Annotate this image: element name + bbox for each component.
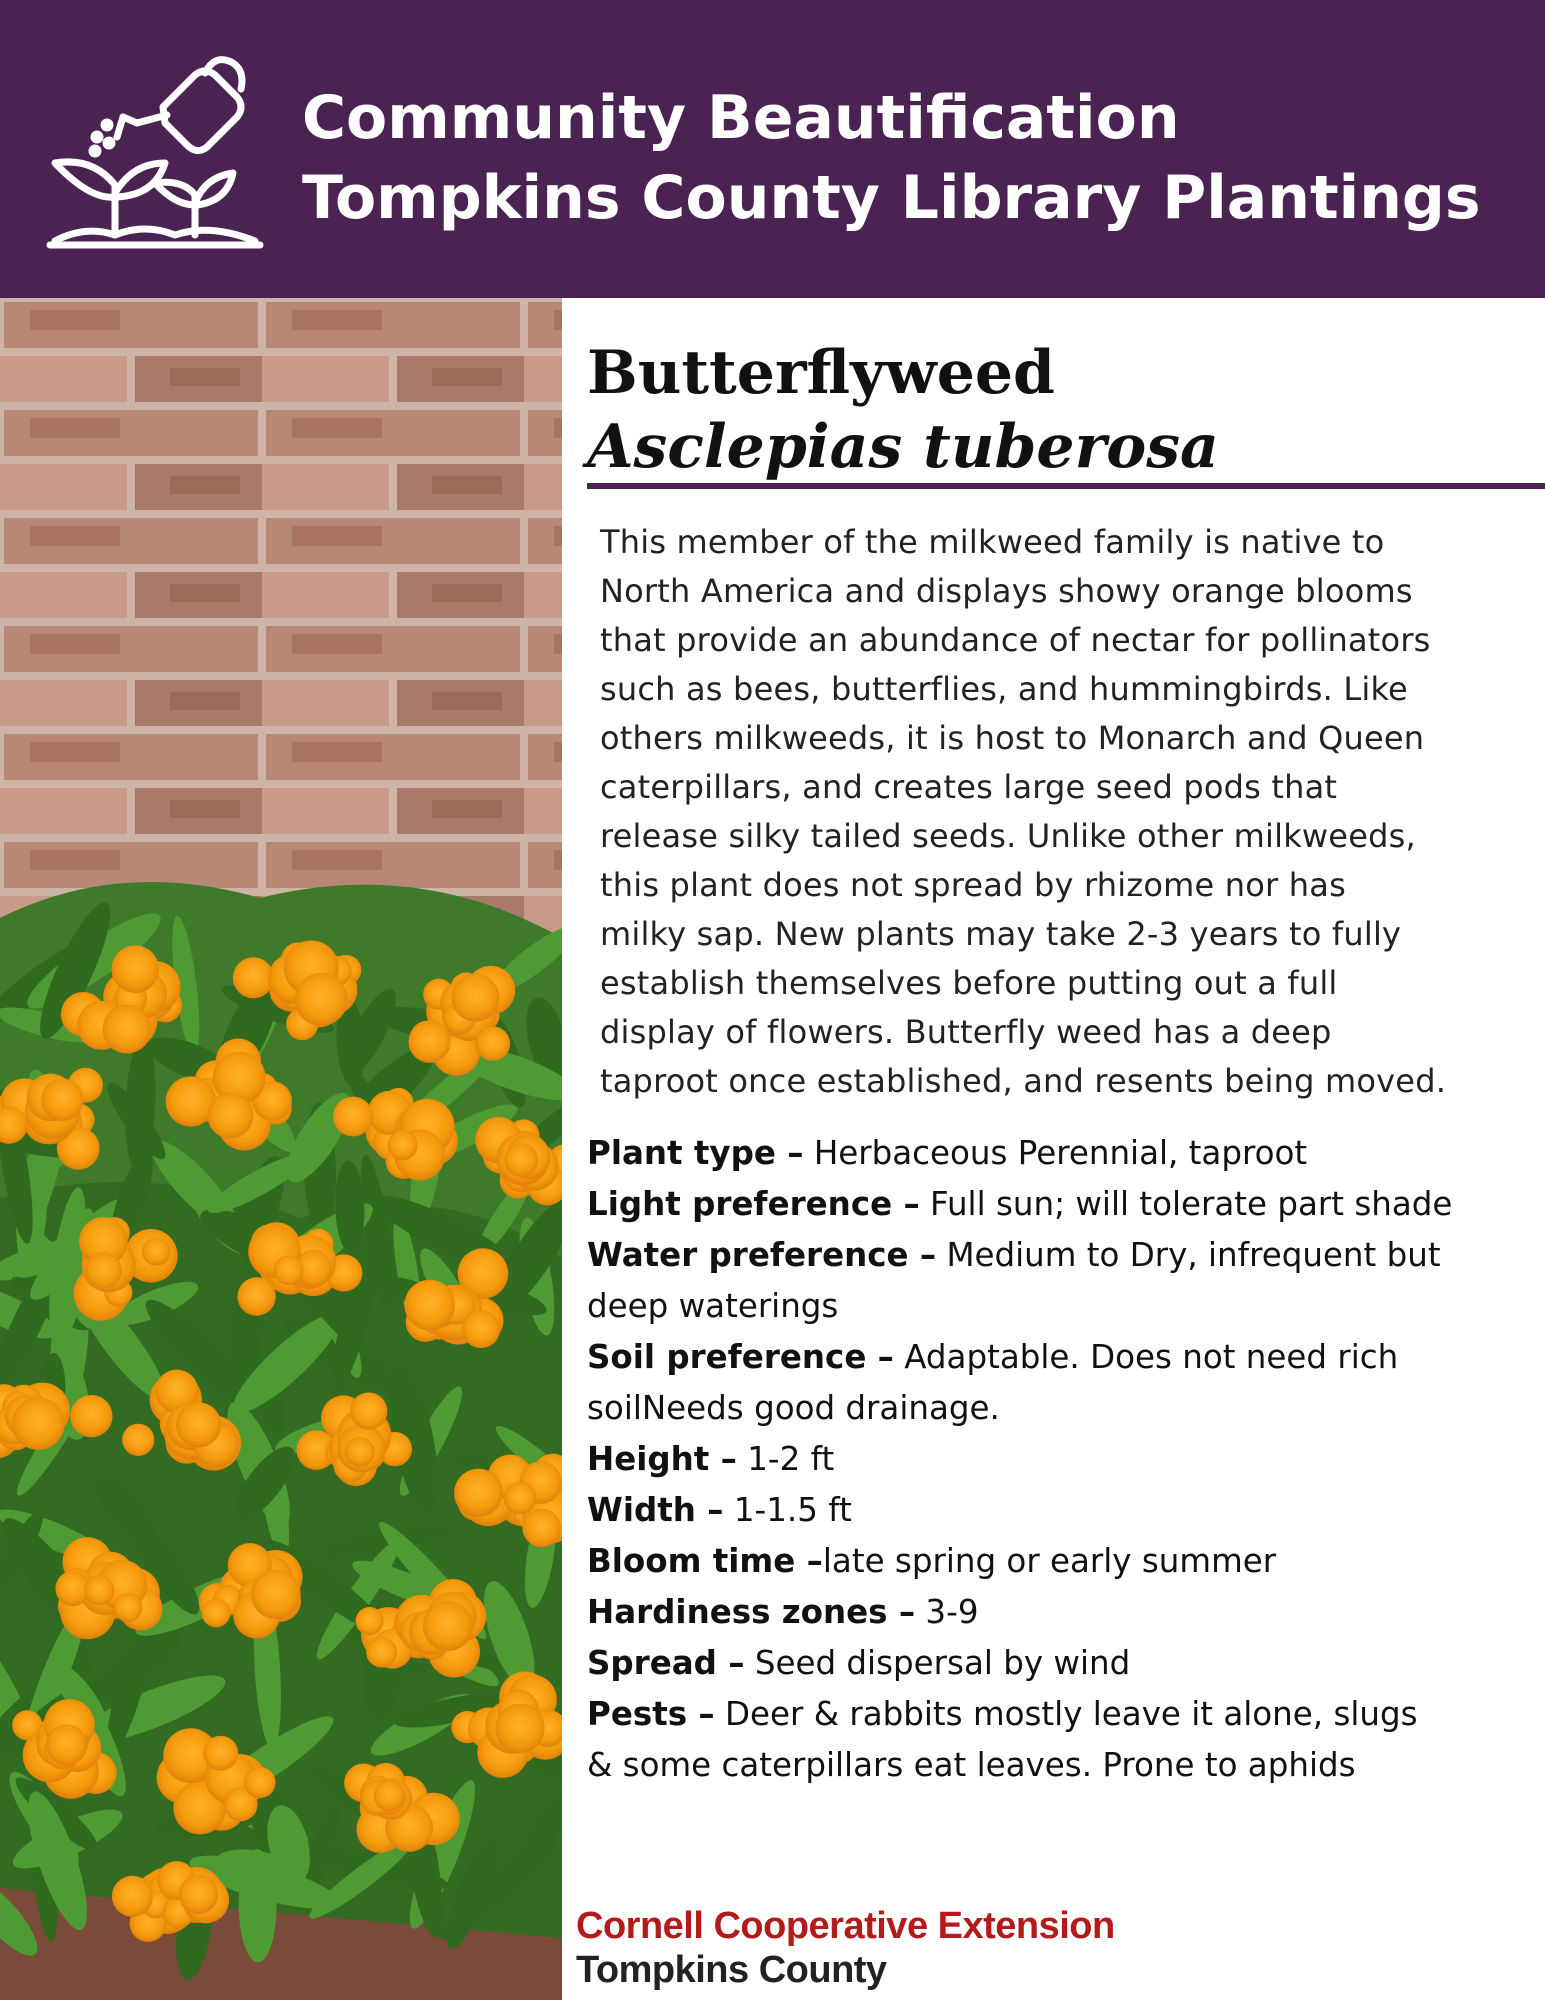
title-line-2: Tompkins County Library Plantings [302,163,1481,233]
flower-cluster [85,1252,121,1288]
flower-cluster [495,1704,544,1753]
fact-row [587,1485,1545,1536]
flower-cluster [12,1397,65,1450]
fact-label: Plant type – [587,1134,804,1172]
flower-cluster [207,1093,253,1139]
plant-info-panel [587,298,1545,2000]
fact-row [587,1434,1545,1485]
flower-cluster [237,1277,275,1315]
fact-label: Soil preference – [587,1338,894,1376]
flower-cluster [142,1238,170,1266]
flower-cluster [176,1402,221,1447]
flower-cluster [84,1575,114,1605]
fact-row [587,1230,1545,1281]
fact-value: Adaptable. Does not need rich [893,1338,1399,1376]
description-line: such as bees, butterflies, and hummingbirds. Like [600,670,1408,708]
header-banner [0,0,1545,298]
flower-cluster [409,1021,451,1063]
description-line: display of flowers. Butterfly weed has a deep [600,1013,1332,1051]
fact-value: Deer & rabbits mostly leave it alone, slugs [714,1695,1418,1733]
flower-cluster [452,974,500,1022]
flower-cluster [295,973,348,1026]
flower-cluster [388,1130,418,1160]
description-line: caterpillars, and creates large seed pods that [600,768,1338,806]
description-line: establish themselves before putting out a full [600,964,1338,1002]
flower-cluster [423,1601,473,1651]
flower-cluster [522,1509,560,1547]
flower-cluster [112,1876,153,1917]
fact-value: 1-1.5 ft [723,1491,852,1529]
flower-cluster [244,1767,275,1798]
flower-cluster [454,1469,502,1517]
fact-label: Pests – [587,1695,715,1733]
fact-value-continued: & some caterpillars eat leaves. Prone to aphids [587,1746,1356,1784]
fact-row [587,1179,1545,1230]
description-line: North America and displays showy orange blooms [600,572,1413,610]
fact-value: 1-2 ft [736,1440,835,1478]
plant-description [600,518,1545,1106]
footer-org-line-1: Cornell Cooperative Extension [576,1905,1115,1947]
fact-value: 3-9 [915,1593,979,1631]
fact-label: Spread – [587,1644,745,1682]
plant-facts-list [587,1128,1545,1791]
flower-cluster [113,1593,142,1622]
butterflyweed-photo [0,298,562,2000]
fact-value: Full sun; will tolerate part shade [919,1185,1453,1223]
heading-divider [587,483,1545,489]
fact-row [587,1638,1545,1689]
footer-org-line-2: Tompkins County [576,1949,887,1991]
flower-cluster [374,1780,405,1811]
description-line: This member of the milkweed family is native to [600,523,1385,561]
flower-cluster [462,1310,500,1348]
flower-cluster [233,957,274,998]
description-line: release silky tailed seeds. Unlike other milkweeds, [600,817,1416,855]
flower-cluster [345,1437,375,1467]
flower-cluster [356,1607,384,1635]
flower-cluster [504,1143,538,1177]
page-title [302,78,1481,238]
flower-cluster [179,1875,218,1914]
fact-label: Height – [587,1440,737,1478]
fact-value: Herbaceous Perennial, taproot [803,1134,1308,1172]
scientific-name-heading: Asclepias tuberosa [587,412,1219,482]
fact-row [587,1128,1545,1179]
flower-cluster [70,1395,112,1437]
flower-cluster [46,1724,87,1765]
fact-value-continued: soilNeeds good drainage. [587,1389,1000,1427]
fact-value: Seed dispersal by wind [744,1644,1131,1682]
fact-row [587,1689,1545,1740]
description-line: taproot once established, and resents being moved. [600,1062,1447,1100]
fact-value: Medium to Dry, infrequent but [936,1236,1441,1274]
common-name-heading: Butterflyweed [587,338,1055,408]
description-line: others milkweeds, it is host to Monarch and Queen [600,719,1425,757]
flower-cluster [475,1026,510,1061]
flower-cluster [103,1005,152,1054]
title-line-1: Community Beautification [302,83,1180,153]
fact-label: Bloom time – [587,1542,823,1580]
fact-label: Light preference – [587,1185,920,1223]
description-line: this plant does not spread by rhizome nor has [600,866,1346,904]
flower-cluster [404,1280,455,1331]
flower-cluster [274,1256,304,1286]
fact-value: late spring or early summer [822,1542,1277,1580]
description-line: that provide an abundance of nectar for pollinators [600,621,1431,659]
flower-cluster [202,1599,231,1628]
flower-cluster [333,1097,373,1137]
fact-label: Water preference – [587,1236,937,1274]
fact-label: Hardiness zones – [587,1593,916,1631]
fact-row [587,1332,1545,1383]
flower-cluster [366,1637,397,1668]
flower-cluster [203,1736,238,1771]
flower-cluster [41,1079,83,1121]
fact-value-continued: deep waterings [587,1287,839,1325]
flower-cluster [504,1482,537,1515]
description-line: milky sap. New plants may take 2-3 years to fully [600,915,1402,953]
flower-cluster [122,1424,154,1456]
fact-row [587,1536,1545,1587]
flower-cluster [350,1392,387,1429]
flower-cluster [251,1569,300,1618]
fact-row [587,1587,1545,1638]
watering-can-seedlings-icon [45,45,265,255]
fact-label: Width – [587,1491,724,1529]
footer-org [576,1904,1115,1992]
flower-cluster [111,945,158,992]
